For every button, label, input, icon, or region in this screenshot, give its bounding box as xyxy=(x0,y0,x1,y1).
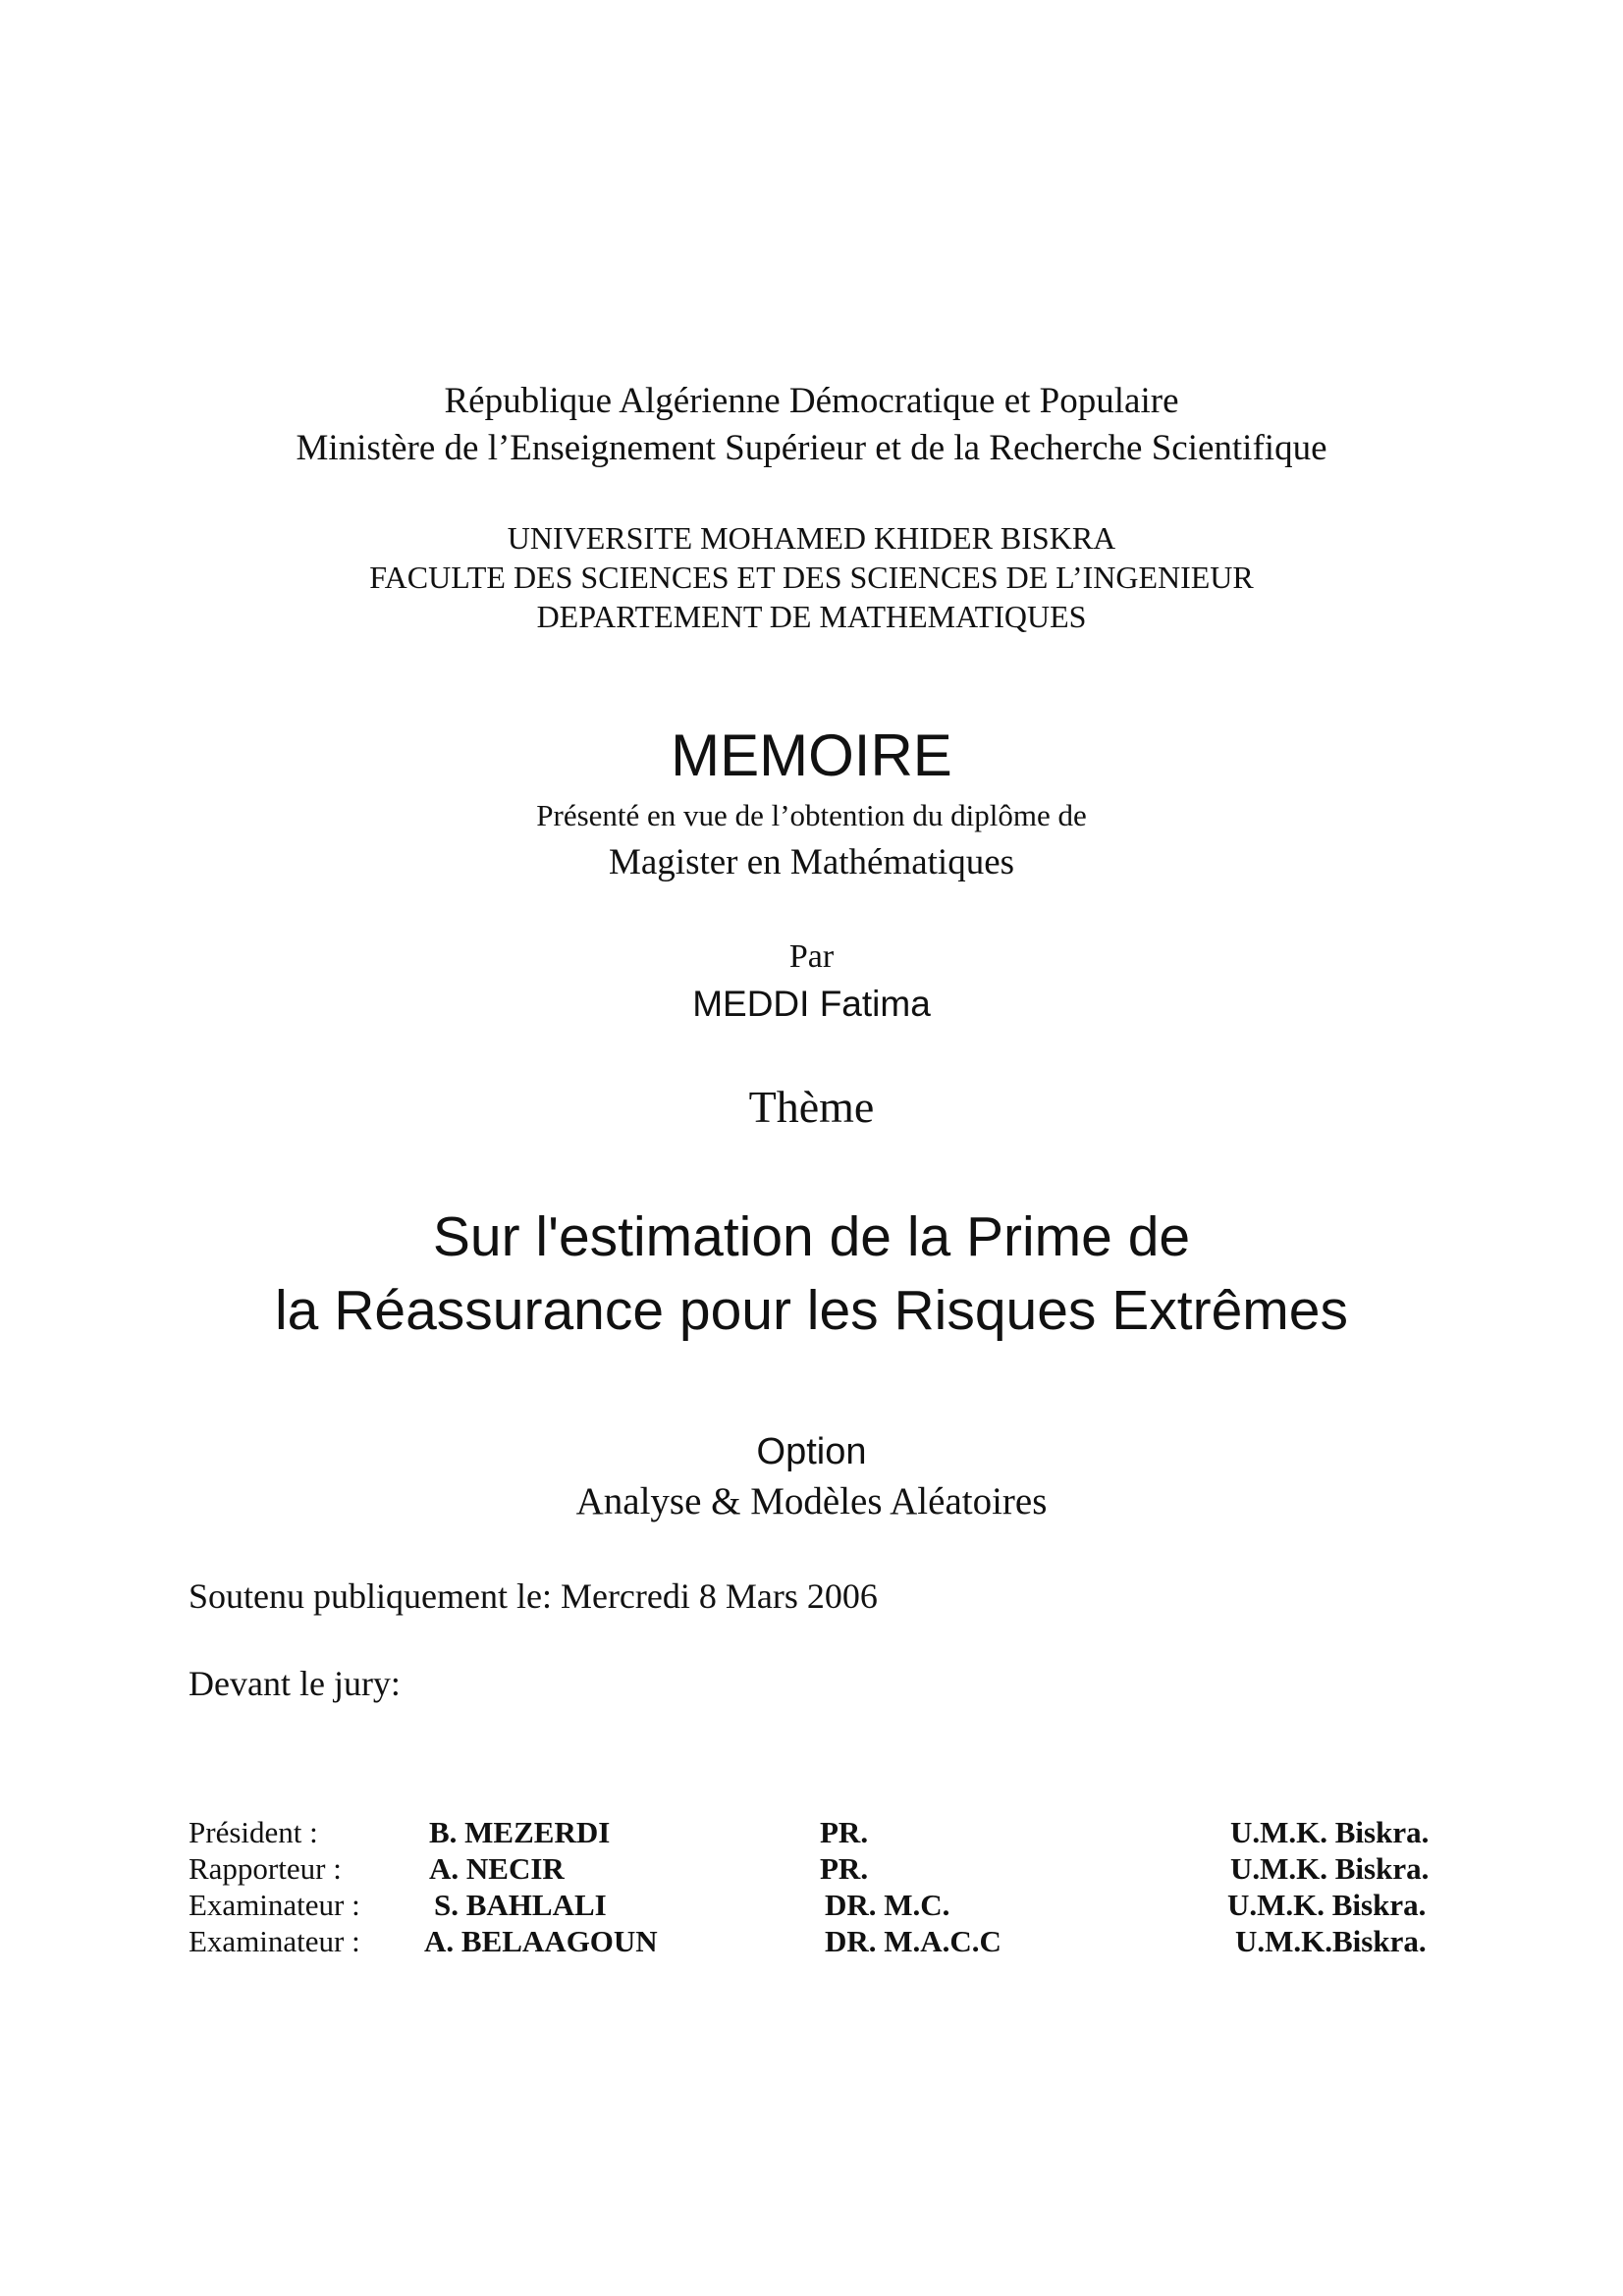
jury-role: Rapporteur : xyxy=(189,1851,342,1886)
by-label: Par xyxy=(788,938,835,975)
jury-name: S. BAHLALI xyxy=(434,1888,607,1922)
memoire-title: MEMOIRE xyxy=(671,722,952,788)
theme-label: Thème xyxy=(748,1082,875,1132)
jury-row xyxy=(0,1853,1623,1889)
jury-institution: U.M.K. Biskra. xyxy=(1230,1851,1430,1886)
jury-name: B. MEZERDI xyxy=(429,1815,611,1849)
republic-line: République Algérienne Démocratique et Populaire xyxy=(444,381,1179,421)
theme-title-line-2: la Réassurance pour les Risques Extrêmes xyxy=(275,1279,1348,1342)
defense-date: Soutenu publiquement le: Mercredi 8 Mars 2006 xyxy=(189,1576,878,1616)
jury-row xyxy=(0,1817,1623,1852)
faculty-line: FACULTE DES SCIENCES ET DES SCIENCES DE L’INGENIEUR xyxy=(369,560,1254,595)
option-label: Option xyxy=(756,1431,867,1472)
jury-role: Examinateur : xyxy=(189,1924,360,1958)
jury-institution: U.M.K. Biskra. xyxy=(1230,1815,1430,1849)
jury-institution: U.M.K. Biskra. xyxy=(1227,1888,1427,1922)
jury-grade: DR. M.C. xyxy=(825,1888,950,1922)
jury-row xyxy=(0,1926,1623,1961)
jury-grade: PR. xyxy=(820,1851,869,1886)
jury-grade: DR. M.A.C.C xyxy=(825,1924,1001,1958)
jury-institution: U.M.K.Biskra. xyxy=(1235,1924,1427,1958)
jury-name: A. BELAAGOUN xyxy=(424,1924,658,1958)
university-line: UNIVERSITE MOHAMED KHIDER BISKRA xyxy=(507,520,1116,556)
jury-row xyxy=(0,1890,1623,1925)
jury-role: Examinateur : xyxy=(189,1888,360,1922)
jury-grade: PR. xyxy=(820,1815,869,1849)
jury-name: A. NECIR xyxy=(429,1851,565,1886)
jury-intro: Devant le jury: xyxy=(189,1664,401,1703)
diploma-line: Magister en Mathématiques xyxy=(608,842,1015,882)
ministry-line: Ministère de l’Enseignement Supérieur et de la Recherche Scientifique xyxy=(296,428,1327,468)
theme-title-line-1: Sur l'estimation de la Prime de xyxy=(432,1205,1191,1268)
jury-role: Président : xyxy=(189,1815,318,1849)
option-value: Analyse & Modèles Aléatoires xyxy=(575,1480,1048,1522)
presented-line: Présenté en vue de l’obtention du diplôme de xyxy=(536,798,1087,832)
department-line: DEPARTEMENT DE MATHEMATIQUES xyxy=(536,599,1087,634)
author-name: MEDDI Fatima xyxy=(692,984,931,1024)
